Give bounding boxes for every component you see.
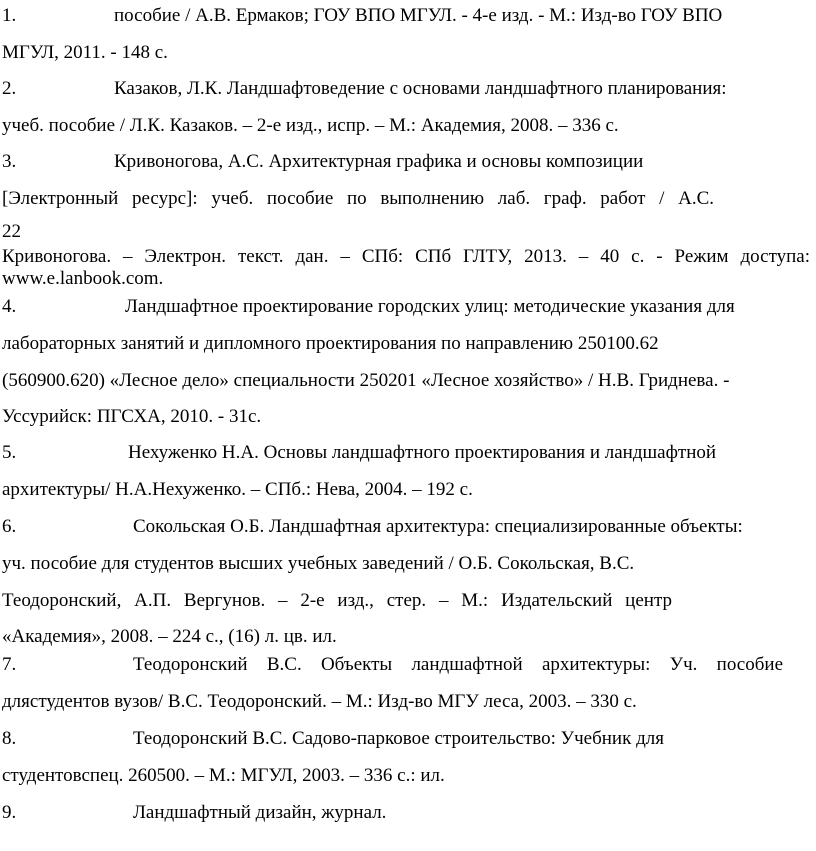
reference-line: (560900.620) «Лесное дело» специальности 250201 «Лесное хозяйство» / Н.В. Гриднева. - (2, 370, 730, 391)
reference-line: Кривоногова. – Электрон. текст. дан. – СПб: СПб ГЛТУ, 2013. – 40 с. - Режим доступа: (2, 246, 810, 267)
reference-number: 6. (2, 516, 17, 537)
reference-line: учеб. пособие / Л.К. Казаков. – 2-е изд., испр. – М.: Академия, 2008. – 336 с. (2, 115, 619, 136)
reference-number: 7. (2, 654, 17, 675)
reference-line: студентовспец. 260500. – М.: МГУЛ, 2003. – 336 с.: ил. (2, 765, 445, 786)
reference-line: длястудентов вузов/ В.С. Теодоронский. – М.: Изд-во МГУ леса, 2003. – 330 с. (2, 691, 637, 712)
reference-number: 4. (2, 296, 17, 317)
reference-line: пособие / А.В. Ермаков; ГОУ ВПО МГУЛ. - 4-е изд. - М.: Изд-во ГОУ ВПО (114, 5, 723, 26)
reference-line: архитектуры/ Н.А.Нехуженко. – СПб.: Нева, 2004. – 192 с. (2, 479, 473, 500)
reference-number: 9. (2, 802, 17, 823)
reference-line: [Электронный ресурс]: учеб. пособие по выполнению лаб. граф. работ / А.С. (2, 188, 714, 209)
reference-line: Сокольская О.Б. Ландшафтная архитектура: специализированные объекты: (133, 516, 743, 537)
reference-line: Уссурийск: ПГСХА, 2010. - 31с. (2, 406, 262, 427)
reference-line: Нехуженко Н.А. Основы ландшафтного проектирования и ландшафтной (128, 442, 717, 463)
reference-line: Кривоногова, А.С. Архитектурная графика и основы композиции (114, 151, 644, 172)
reference-number: 5. (2, 442, 17, 463)
reference-number: 8. (2, 728, 17, 749)
reference-line: Ландшафтный дизайн, журнал. (133, 802, 387, 823)
reference-url: www.e.lanbook.com. (2, 268, 164, 289)
page-number: 22 (2, 221, 21, 242)
reference-line: Теодоронский В.С. Садово-парковое строительство: Учебник для (133, 728, 664, 749)
reference-line: Теодоронский В.С. Объекты ландшафтной архитектуры: Уч. пособие (133, 654, 783, 675)
reference-number: 2. (2, 78, 17, 99)
reference-line: Казаков, Л.К. Ландшафтоведение с основами ландшафтного планирования: (114, 78, 727, 99)
reference-line: Ландшафтное проектирование городских улиц: методические указания для (125, 296, 735, 317)
reference-line: «Академия», 2008. – 224 с., (16) л. цв. ил. (2, 626, 337, 647)
reference-line: уч. пособие для студентов высших учебных заведений / О.Б. Сокольская, В.С. (2, 553, 635, 574)
reference-line: МГУЛ, 2011. - 148 с. (2, 42, 168, 63)
reference-line: лабораторных занятий и дипломного проектирования по направлению 250100.62 (2, 333, 659, 354)
reference-number: 3. (2, 151, 17, 172)
reference-line: Теодоронский, А.П. Вергунов. – 2-е изд., стер. – М.: Издательский центр (2, 590, 672, 611)
reference-number: 1. (2, 5, 17, 26)
